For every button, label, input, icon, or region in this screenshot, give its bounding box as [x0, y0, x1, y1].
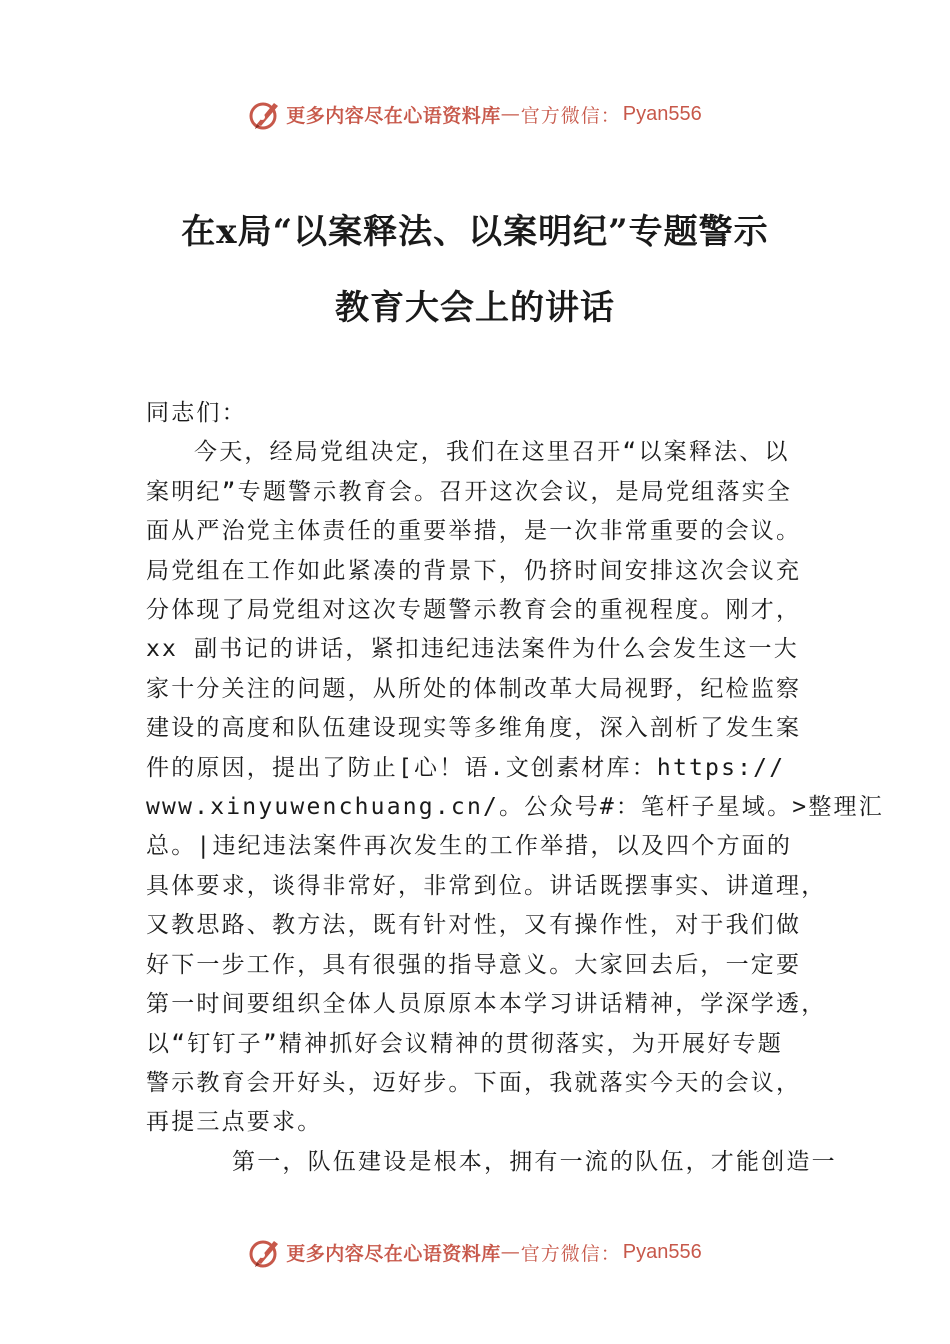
- paragraph-line: 今天，经局党组决定，我们在这里召开“以案释法、以: [194, 439, 790, 466]
- salutation: 同志们：: [146, 400, 247, 426]
- watermark-contact-label: 官方微信：: [520, 1242, 621, 1265]
- paragraph-line: 家十分关注的问题，从所处的体制改革大局视野，纪检监察: [146, 675, 802, 702]
- watermark-dash: —: [500, 103, 521, 125]
- paragraph-line: 总。|违纪违法案件再次发生的工作举措，以及四个方面的: [146, 833, 793, 860]
- paragraph-line: 案明纪”专题警示教育会。召开这次会议，是局党组落实全: [146, 478, 793, 505]
- document-title-line-1: 在x局“以案释法、以案明纪”专题警示: [181, 212, 769, 252]
- speech-body: [146, 394, 884, 1182]
- paragraph-line: www.xinyuwenchuang.cn/。公众号#：笔杆子星域。>整理汇: [146, 794, 884, 821]
- quill-pen-logo-icon: [248, 1235, 282, 1269]
- paragraph-line: 面从严治党主体责任的重要举措，是一次非常重要的会议。: [146, 518, 802, 545]
- paragraph-line: 具体要求，谈得非常好，非常到位。讲话既摆事实、讲道理，: [146, 872, 827, 899]
- paragraph-line: 第一时间要组织全体人员原原本本学习讲话精神，学深学透，: [146, 991, 827, 1018]
- quill-pen-logo-icon: [248, 97, 282, 131]
- paragraph-line: 以“钉钉子”精神抓好会议精神的贯彻落实，为开展好专题: [146, 1030, 783, 1057]
- watermark-contact-id: Pyan556: [622, 102, 702, 125]
- paragraph-line: 再提三点要求。: [146, 1109, 323, 1136]
- paragraph-line: xx 副书记的讲话，紧扣违纪违法案件为什么会发生这一大: [146, 636, 799, 663]
- paragraph-line: 又教思路、教方法，既有针对性，又有操作性，对于我们做: [146, 912, 802, 939]
- watermark-slogan: 更多内容尽在心语资料库: [286, 1242, 501, 1265]
- paragraph-line: 第一，队伍建设是根本，拥有一流的队伍，才能创造一: [232, 1148, 837, 1175]
- watermark-contact-id: Pyan556: [622, 1240, 702, 1263]
- paragraph-line: 警示教育会开好头，迈好步。下面，我就落实今天的会议，: [146, 1069, 802, 1096]
- paragraph-line: 局党组在工作如此紧凑的背景下，仍挤时间安排这次会议充: [146, 557, 802, 584]
- watermark-contact-label: 官方微信：: [520, 104, 621, 127]
- paragraph-line: 好下一步工作，具有很强的指导意义。大家回去后，一定要: [146, 951, 802, 978]
- footer-watermark: [0, 1232, 950, 1272]
- watermark-dash: —: [500, 1241, 521, 1263]
- header-watermark: [0, 94, 950, 134]
- paragraph-line: 建设的高度和队伍建设现实等多维角度，深入剖析了发生案: [146, 715, 802, 742]
- watermark-slogan: 更多内容尽在心语资料库: [286, 104, 501, 127]
- paragraph-line: 件的原因，提出了防止[心！语.文创素材库：https://: [146, 754, 786, 781]
- paragraph-line: 分体现了局党组对这次专题警示教育会的重视程度。刚才，: [146, 597, 802, 624]
- document-title-line-2: 教育大会上的讲话: [335, 288, 615, 328]
